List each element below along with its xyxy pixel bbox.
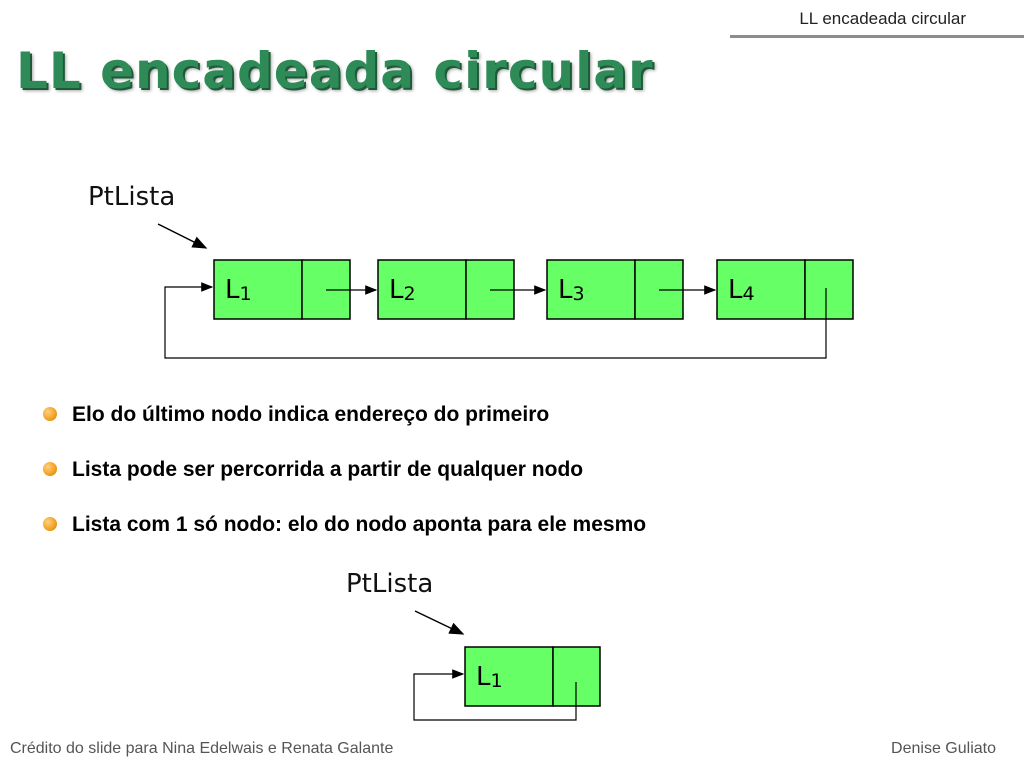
ptlista-label-1: PtLista bbox=[88, 182, 176, 212]
node-label-2: $L_2$ bbox=[389, 275, 416, 305]
bullet-list bbox=[40, 400, 646, 565]
bullet-item: Elo do último nodo indica endereço do primeiro bbox=[40, 400, 646, 455]
ptlista-label-2: PtLista bbox=[346, 569, 434, 599]
footer-credit: Crédito do slide para Nina Edelwais e Renata Galante bbox=[10, 740, 394, 757]
node-label-1: $L_1$ bbox=[225, 275, 252, 305]
single-node-label: $L_1$ bbox=[476, 662, 503, 692]
bullet-dot-icon bbox=[43, 517, 57, 531]
node-label-3: $L_3$ bbox=[558, 275, 585, 305]
bullet-dot-icon bbox=[43, 407, 57, 421]
bullet-item: Lista pode ser percorrida a partir de qualquer nodo bbox=[40, 455, 646, 510]
pointer-arrow-1 bbox=[158, 224, 206, 248]
pointer-arrow-2 bbox=[415, 611, 463, 634]
header-label: LL encadeada circular bbox=[799, 9, 966, 28]
footer-author: Denise Guliato bbox=[891, 740, 996, 757]
bullet-item: Lista com 1 só nodo: elo do nodo aponta para ele mesmo bbox=[40, 510, 646, 565]
slide-title: LL encadeada circular bbox=[16, 42, 654, 100]
node-label-4: $L_4$ bbox=[728, 275, 755, 305]
bullet-dot-icon bbox=[43, 462, 57, 476]
